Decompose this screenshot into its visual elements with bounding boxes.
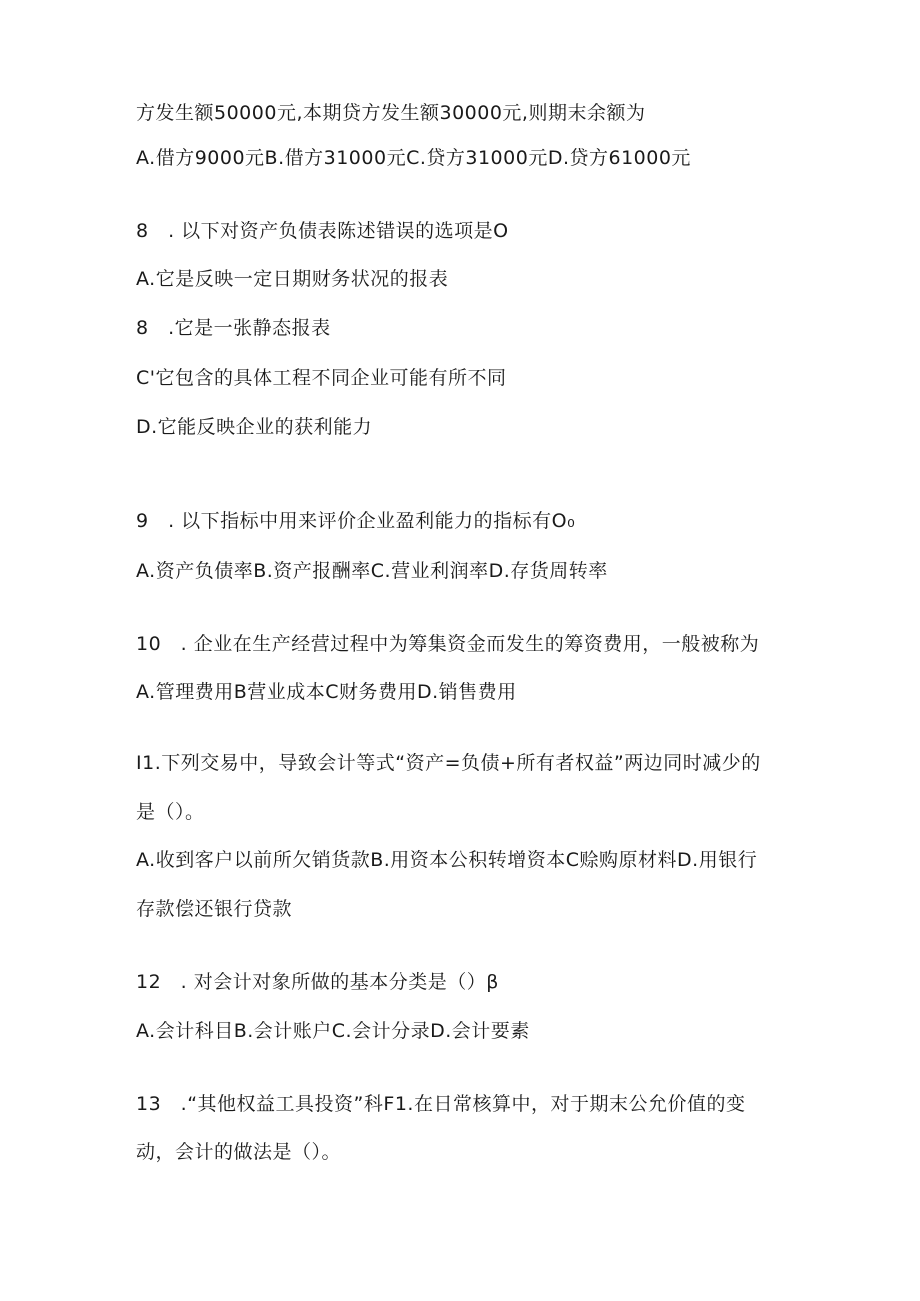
option-line: A.管理费用B营业成本C财务费用D.销售费用	[136, 681, 517, 703]
option-line: A.资产负债率B.资产报酬率C.营业利润率D.存货周转率	[136, 560, 608, 582]
question-13: 13 .“其他权益工具投资”科F1.在日常核算中，对于期末公允价值的变	[136, 1093, 746, 1115]
text-line: A.借方9000元B.借方31000元C.贷方31000元D.贷方61000元	[136, 147, 691, 169]
text-line: 方发生额50000元,本期贷方发生额30000元,则期末余额为	[136, 102, 646, 124]
question-10: 10 . 企业在生产经营过程中为筹集资金而发生的筹资费用，一般被称为	[136, 633, 760, 655]
option-line: D.它能反映企业的获利能力	[136, 416, 373, 438]
option-line-continued: 存款偿还银行贷款	[136, 898, 293, 920]
option-line: A.它是反映一定日期财务状况的报表	[136, 268, 449, 290]
option-line: A.收到客户以前所欠销货款B.用资本公积转增资本C赊购原材料D.用银行	[136, 849, 758, 871]
option-line: C'它包含的具体工程不同企业可能有所不同	[136, 367, 507, 389]
question-13-continued: 动，会计的做法是（）。	[136, 1141, 342, 1163]
question-9: 9 . 以下指标中用来评价企业盈利能力的指标有O₀	[136, 510, 576, 532]
option-line: A.会计科目B.会计账户C.会计分录D.会计要素	[136, 1020, 530, 1042]
question-11-continued: 是（）。	[136, 801, 205, 823]
question-12: 12 . 对会计对象所做的基本分类是（）β	[136, 971, 499, 993]
option-line: 8 .它是一张静态报表	[136, 317, 331, 339]
question-11: I1.下列交易中，导致会计等式“资产=负债+所有者权益”两边同时减少的	[136, 752, 761, 774]
question-8: 8 . 以下对资产负债表陈述错误的选项是O	[136, 220, 509, 242]
